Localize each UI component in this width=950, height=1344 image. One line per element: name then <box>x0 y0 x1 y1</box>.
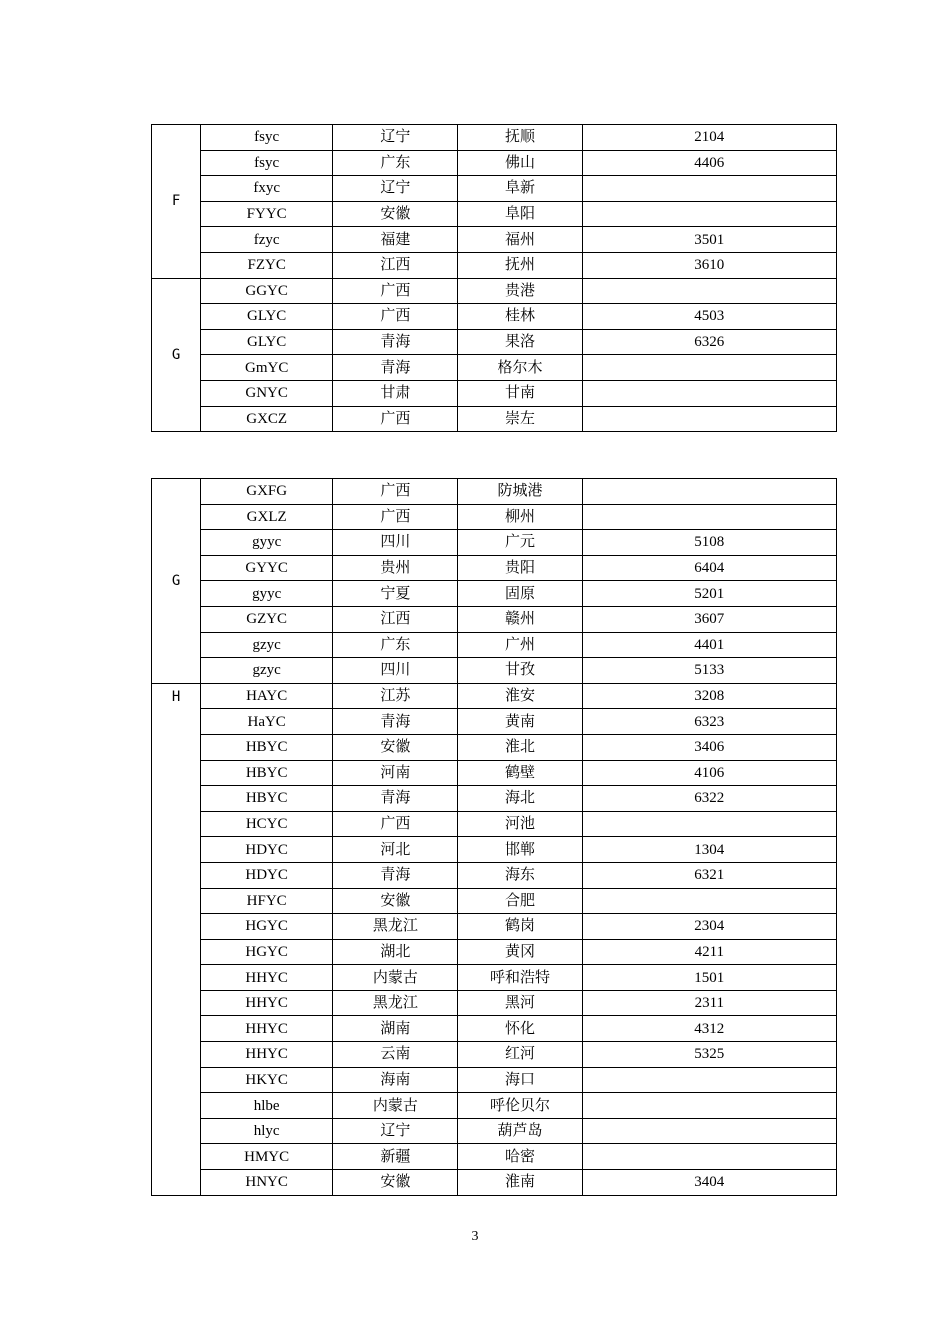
city-cell: 黄冈 <box>458 939 582 965</box>
table-row <box>152 355 837 381</box>
table-row <box>152 939 837 965</box>
code-cell: HKYC <box>201 1067 333 1093</box>
province-cell: 广西 <box>333 406 458 432</box>
code-cell: HGYC <box>201 939 333 965</box>
table-row <box>152 683 837 709</box>
region-code-cell: 1501 <box>582 965 836 991</box>
code-cell: GLYC <box>201 329 333 355</box>
table-row <box>152 632 837 658</box>
table-row <box>152 811 837 837</box>
province-cell: 海南 <box>333 1067 458 1093</box>
table-body <box>152 125 837 432</box>
code-cell: fsyc <box>201 125 333 151</box>
city-cell: 福州 <box>458 227 582 253</box>
code-cell: GXCZ <box>201 406 333 432</box>
city-cell: 阜新 <box>458 176 582 202</box>
code-cell: HFYC <box>201 888 333 914</box>
region-code-cell <box>582 888 836 914</box>
province-cell: 福建 <box>333 227 458 253</box>
province-cell: 江西 <box>333 606 458 632</box>
city-cell: 赣州 <box>458 606 582 632</box>
table-row <box>152 252 837 278</box>
province-cell: 四川 <box>333 658 458 684</box>
city-cell: 甘南 <box>458 380 582 406</box>
region-code-cell: 3406 <box>582 734 836 760</box>
table-row <box>152 406 837 432</box>
page-number: 3 <box>471 1229 479 1244</box>
table-row <box>152 1170 837 1196</box>
province-cell: 安徽 <box>333 1170 458 1196</box>
region-code-cell: 4312 <box>582 1016 836 1042</box>
code-cell: HBYC <box>201 734 333 760</box>
table-row <box>152 760 837 786</box>
region-code-cell <box>582 479 836 505</box>
city-cell: 佛山 <box>458 150 582 176</box>
city-code-table-2 <box>151 478 837 1196</box>
table-row <box>152 965 837 991</box>
code-cell: HHYC <box>201 1042 333 1068</box>
code-cell: HDYC <box>201 862 333 888</box>
table-row <box>152 150 837 176</box>
city-cell: 红河 <box>458 1042 582 1068</box>
code-cell: GNYC <box>201 380 333 406</box>
table-row <box>152 1067 837 1093</box>
province-cell: 辽宁 <box>333 125 458 151</box>
table-row <box>152 1118 837 1144</box>
province-cell: 广西 <box>333 278 458 304</box>
province-cell: 广西 <box>333 479 458 505</box>
region-code-cell <box>582 1118 836 1144</box>
code-cell: fxyc <box>201 176 333 202</box>
region-code-cell: 3208 <box>582 683 836 709</box>
province-cell: 广西 <box>333 811 458 837</box>
city-code-table-1 <box>151 124 837 432</box>
city-cell: 邯郸 <box>458 837 582 863</box>
table-row <box>152 709 837 735</box>
city-cell: 固原 <box>458 581 582 607</box>
code-cell: HMYC <box>201 1144 333 1170</box>
region-code-cell: 5133 <box>582 658 836 684</box>
region-code-cell: 6404 <box>582 555 836 581</box>
table-row <box>152 479 837 505</box>
region-code-cell: 3607 <box>582 606 836 632</box>
province-cell: 黑龙江 <box>333 990 458 1016</box>
code-cell: GXLZ <box>201 504 333 530</box>
region-code-cell: 1304 <box>582 837 836 863</box>
city-cell: 崇左 <box>458 406 582 432</box>
table-row <box>152 201 837 227</box>
code-cell: GXFG <box>201 479 333 505</box>
code-cell: GYYC <box>201 555 333 581</box>
code-cell: hlbe <box>201 1093 333 1119</box>
region-code-cell: 5108 <box>582 530 836 556</box>
province-cell: 江西 <box>333 252 458 278</box>
region-code-cell: 4106 <box>582 760 836 786</box>
city-cell: 桂林 <box>458 304 582 330</box>
region-code-cell: 3404 <box>582 1170 836 1196</box>
province-cell: 甘肃 <box>333 380 458 406</box>
city-cell: 抚州 <box>458 252 582 278</box>
city-cell: 黄南 <box>458 709 582 735</box>
code-cell: GZYC <box>201 606 333 632</box>
code-cell: HHYC <box>201 990 333 1016</box>
code-cell: HHYC <box>201 965 333 991</box>
group-letter-cell: F <box>152 125 201 279</box>
province-cell: 内蒙古 <box>333 965 458 991</box>
region-code-cell <box>582 380 836 406</box>
region-code-cell: 5201 <box>582 581 836 607</box>
code-cell: hlyc <box>201 1118 333 1144</box>
code-cell: GmYC <box>201 355 333 381</box>
table-row <box>152 227 837 253</box>
city-cell: 柳州 <box>458 504 582 530</box>
city-cell: 呼和浩特 <box>458 965 582 991</box>
province-cell: 安徽 <box>333 734 458 760</box>
region-code-cell <box>582 504 836 530</box>
province-cell: 安徽 <box>333 888 458 914</box>
table-row <box>152 581 837 607</box>
code-cell: HNYC <box>201 1170 333 1196</box>
city-cell: 抚顺 <box>458 125 582 151</box>
region-code-cell: 2304 <box>582 914 836 940</box>
group-letter-cell: G <box>152 479 201 684</box>
code-cell: GLYC <box>201 304 333 330</box>
province-cell: 青海 <box>333 862 458 888</box>
city-cell: 甘孜 <box>458 658 582 684</box>
table-row <box>152 786 837 812</box>
city-cell: 淮南 <box>458 1170 582 1196</box>
table-row <box>152 504 837 530</box>
region-code-cell <box>582 278 836 304</box>
province-cell: 安徽 <box>333 201 458 227</box>
code-cell: gyyc <box>201 530 333 556</box>
table-row <box>152 1016 837 1042</box>
region-code-cell <box>582 355 836 381</box>
city-cell: 果洛 <box>458 329 582 355</box>
city-cell: 阜阳 <box>458 201 582 227</box>
code-cell: HCYC <box>201 811 333 837</box>
province-cell: 湖北 <box>333 939 458 965</box>
region-code-cell: 2104 <box>582 125 836 151</box>
region-code-cell: 6326 <box>582 329 836 355</box>
table-row <box>152 304 837 330</box>
city-cell: 广元 <box>458 530 582 556</box>
code-cell: gzyc <box>201 632 333 658</box>
code-cell: FYYC <box>201 201 333 227</box>
city-cell: 淮北 <box>458 734 582 760</box>
table-row <box>152 1042 837 1068</box>
province-cell: 广西 <box>333 504 458 530</box>
table-row <box>152 862 837 888</box>
city-cell: 黑河 <box>458 990 582 1016</box>
table-row <box>152 658 837 684</box>
city-cell: 鹤岗 <box>458 914 582 940</box>
region-code-cell: 4401 <box>582 632 836 658</box>
city-cell: 贵港 <box>458 278 582 304</box>
table-row <box>152 990 837 1016</box>
province-cell: 新疆 <box>333 1144 458 1170</box>
province-cell: 黑龙江 <box>333 914 458 940</box>
city-cell: 广州 <box>458 632 582 658</box>
code-cell: HBYC <box>201 760 333 786</box>
province-cell: 河南 <box>333 760 458 786</box>
table-row <box>152 125 837 151</box>
code-cell: HAYC <box>201 683 333 709</box>
city-cell: 海口 <box>458 1067 582 1093</box>
table-row <box>152 380 837 406</box>
table-row <box>152 329 837 355</box>
region-code-cell <box>582 811 836 837</box>
region-code-cell: 6322 <box>582 786 836 812</box>
city-cell: 怀化 <box>458 1016 582 1042</box>
code-cell: GGYC <box>201 278 333 304</box>
province-cell: 内蒙古 <box>333 1093 458 1119</box>
province-cell: 宁夏 <box>333 581 458 607</box>
region-code-cell: 6321 <box>582 862 836 888</box>
city-cell: 贵阳 <box>458 555 582 581</box>
city-cell: 淮安 <box>458 683 582 709</box>
region-code-cell: 4406 <box>582 150 836 176</box>
province-cell: 云南 <box>333 1042 458 1068</box>
region-code-cell <box>582 406 836 432</box>
table-body <box>152 479 837 1196</box>
table-row <box>152 606 837 632</box>
city-cell: 海北 <box>458 786 582 812</box>
table-row <box>152 176 837 202</box>
city-cell: 哈密 <box>458 1144 582 1170</box>
table-row <box>152 888 837 914</box>
city-cell: 格尔木 <box>458 355 582 381</box>
code-cell: HGYC <box>201 914 333 940</box>
table-row <box>152 555 837 581</box>
table-row <box>152 278 837 304</box>
city-cell: 呼伦贝尔 <box>458 1093 582 1119</box>
region-code-cell: 5325 <box>582 1042 836 1068</box>
region-code-cell: 6323 <box>582 709 836 735</box>
city-cell: 海东 <box>458 862 582 888</box>
region-code-cell: 4211 <box>582 939 836 965</box>
group-letter-cell: G <box>152 278 201 432</box>
province-cell: 青海 <box>333 786 458 812</box>
region-code-cell <box>582 1144 836 1170</box>
region-code-cell <box>582 1067 836 1093</box>
code-cell: fzyc <box>201 227 333 253</box>
code-cell: gzyc <box>201 658 333 684</box>
region-code-cell: 3610 <box>582 252 836 278</box>
table-row <box>152 914 837 940</box>
province-cell: 广东 <box>333 150 458 176</box>
region-code-cell <box>582 1093 836 1119</box>
province-cell: 辽宁 <box>333 1118 458 1144</box>
region-code-cell: 2311 <box>582 990 836 1016</box>
table-row <box>152 734 837 760</box>
city-cell: 防城港 <box>458 479 582 505</box>
code-cell: FZYC <box>201 252 333 278</box>
group-letter-cell: H <box>152 683 201 1195</box>
code-cell: HaYC <box>201 709 333 735</box>
city-cell: 葫芦岛 <box>458 1118 582 1144</box>
code-cell: HBYC <box>201 786 333 812</box>
province-cell: 青海 <box>333 329 458 355</box>
table-row <box>152 1093 837 1119</box>
region-code-cell <box>582 201 836 227</box>
code-cell: gyyc <box>201 581 333 607</box>
region-code-cell: 4503 <box>582 304 836 330</box>
table-row <box>152 530 837 556</box>
province-cell: 贵州 <box>333 555 458 581</box>
province-cell: 四川 <box>333 530 458 556</box>
city-cell: 鹤壁 <box>458 760 582 786</box>
province-cell: 江苏 <box>333 683 458 709</box>
city-cell: 河池 <box>458 811 582 837</box>
code-cell: fsyc <box>201 150 333 176</box>
province-cell: 湖南 <box>333 1016 458 1042</box>
province-cell: 青海 <box>333 355 458 381</box>
code-cell: HHYC <box>201 1016 333 1042</box>
code-cell: HDYC <box>201 837 333 863</box>
city-cell: 合肥 <box>458 888 582 914</box>
table-row <box>152 1144 837 1170</box>
province-cell: 辽宁 <box>333 176 458 202</box>
region-code-cell: 3501 <box>582 227 836 253</box>
table-row <box>152 837 837 863</box>
province-cell: 广西 <box>333 304 458 330</box>
region-code-cell <box>582 176 836 202</box>
province-cell: 青海 <box>333 709 458 735</box>
province-cell: 河北 <box>333 837 458 863</box>
province-cell: 广东 <box>333 632 458 658</box>
